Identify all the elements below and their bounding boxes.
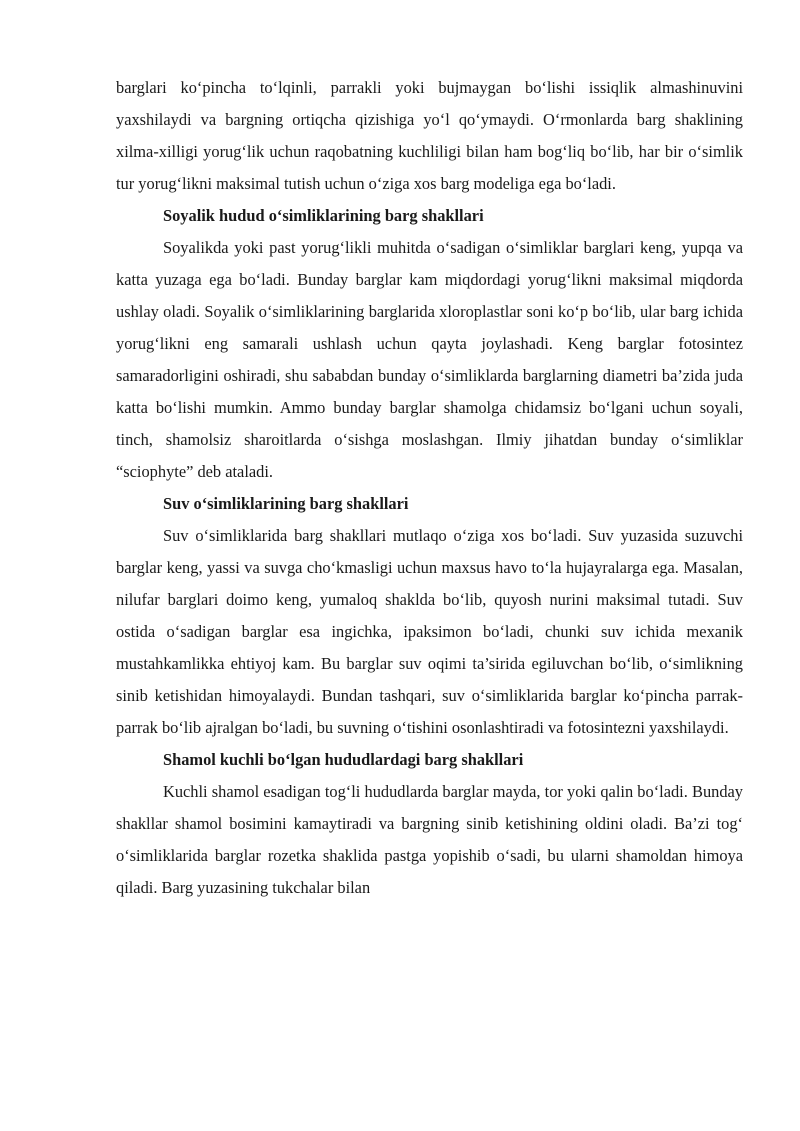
heading-aquatic-leaves: Suv o‘simliklarining barg shakllari: [163, 494, 409, 513]
heading-shade-leaves: Soyalik hudud o‘simliklarining barg shakllari: [163, 206, 484, 225]
heading-windy-leaves: Shamol kuchli bo‘lgan hududlardagi barg shakllari: [163, 750, 524, 769]
paragraph-shade-leaves: Soyalikda yoki past yorug‘likli muhitda o‘sadigan o‘simliklar barglari keng, yupqa va katta yuzaga ega bo‘ladi. Bunday barglar kam miqdordagi yorug‘likni maksimal miqdorda ushlay oladi. Soyalik o‘simliklarining barglarida xloroplastlar soni ko‘p bo‘lib, ular barg ichida yorug‘likni eng samarali ushlash uchun qayta joylashadi. Keng barglar fotosintez samaradorligini oshiradi, shu sababdan bunday o‘simliklarda barglarning diametri ba’zida juda katta bo‘lishi mumkin. Ammo bunday barglar shamolga chidamsiz bo‘lgani uchun soyali, tinch, shamolsiz sharoitlarda o‘sishga moslashgan. Ilmiy jihatdan bunday o‘simliklar “sciophyte” deb ataladi.: [116, 238, 743, 481]
document-page: [116, 72, 743, 904]
paragraph-aquatic-leaves: Suv o‘simliklarida barg shakllari mutlaqo o‘ziga xos bo‘ladi. Suv yuzasida suzuvchi barglar keng, yassi va suvga cho‘kmasligi uchun maxsus havo to‘la hujayralarga ega. Masalan, nilufar barglari doimo keng, yumaloq shaklda bo‘lib, quyosh nurini maksimal tutadi. Suv ostida o‘sadigan barglar esa ingichka, ipaksimon bo‘ladi, chunki suv ichida mexanik mustahkamlikka ehtiyoj kam. Bu barglar suv oqimi ta’sirida egiluvchan bo‘lib, o‘simlikning sinib ketishidan himoyalaydi. Bundan tashqari, suv o‘simliklarida barglar ko‘pincha parrak-parrak bo‘lib ajralgan bo‘ladi, bu suvning o‘tishini osonlashtiradi va fotosintezni yaxshilaydi.: [116, 526, 743, 737]
paragraph-windy-leaves: Kuchli shamol esadigan tog‘li hududlarda barglar mayda, tor yoki qalin bo‘ladi. Bunday shakllar shamol bosimini kamaytiradi va bargning sinib ketishining oldini oladi. Ba’zi tog‘ o‘simliklarida barglar rozetka shaklida pastga yopishib o‘sadi, bu ularni shamoldan himoya qiladi. Barg yuzasining tukchalar bilan: [116, 782, 743, 897]
paragraph-intro-continuation: barglari ko‘pincha to‘lqinli, parrakli yoki bujmaygan bo‘lishi issiqlik almashinuvini yaxshilaydi va bargning ortiqcha qizishiga yo‘l qo‘ymaydi. O‘rmonlarda barg shaklining xilma-xilligi yorug‘lik uchun raqobatning kuchliligi bilan ham bog‘liq bo‘lib, har bir o‘simlik tur yorug‘likni maksimal tutish uchun o‘ziga xos barg modeliga ega bo‘ladi.: [116, 78, 743, 193]
